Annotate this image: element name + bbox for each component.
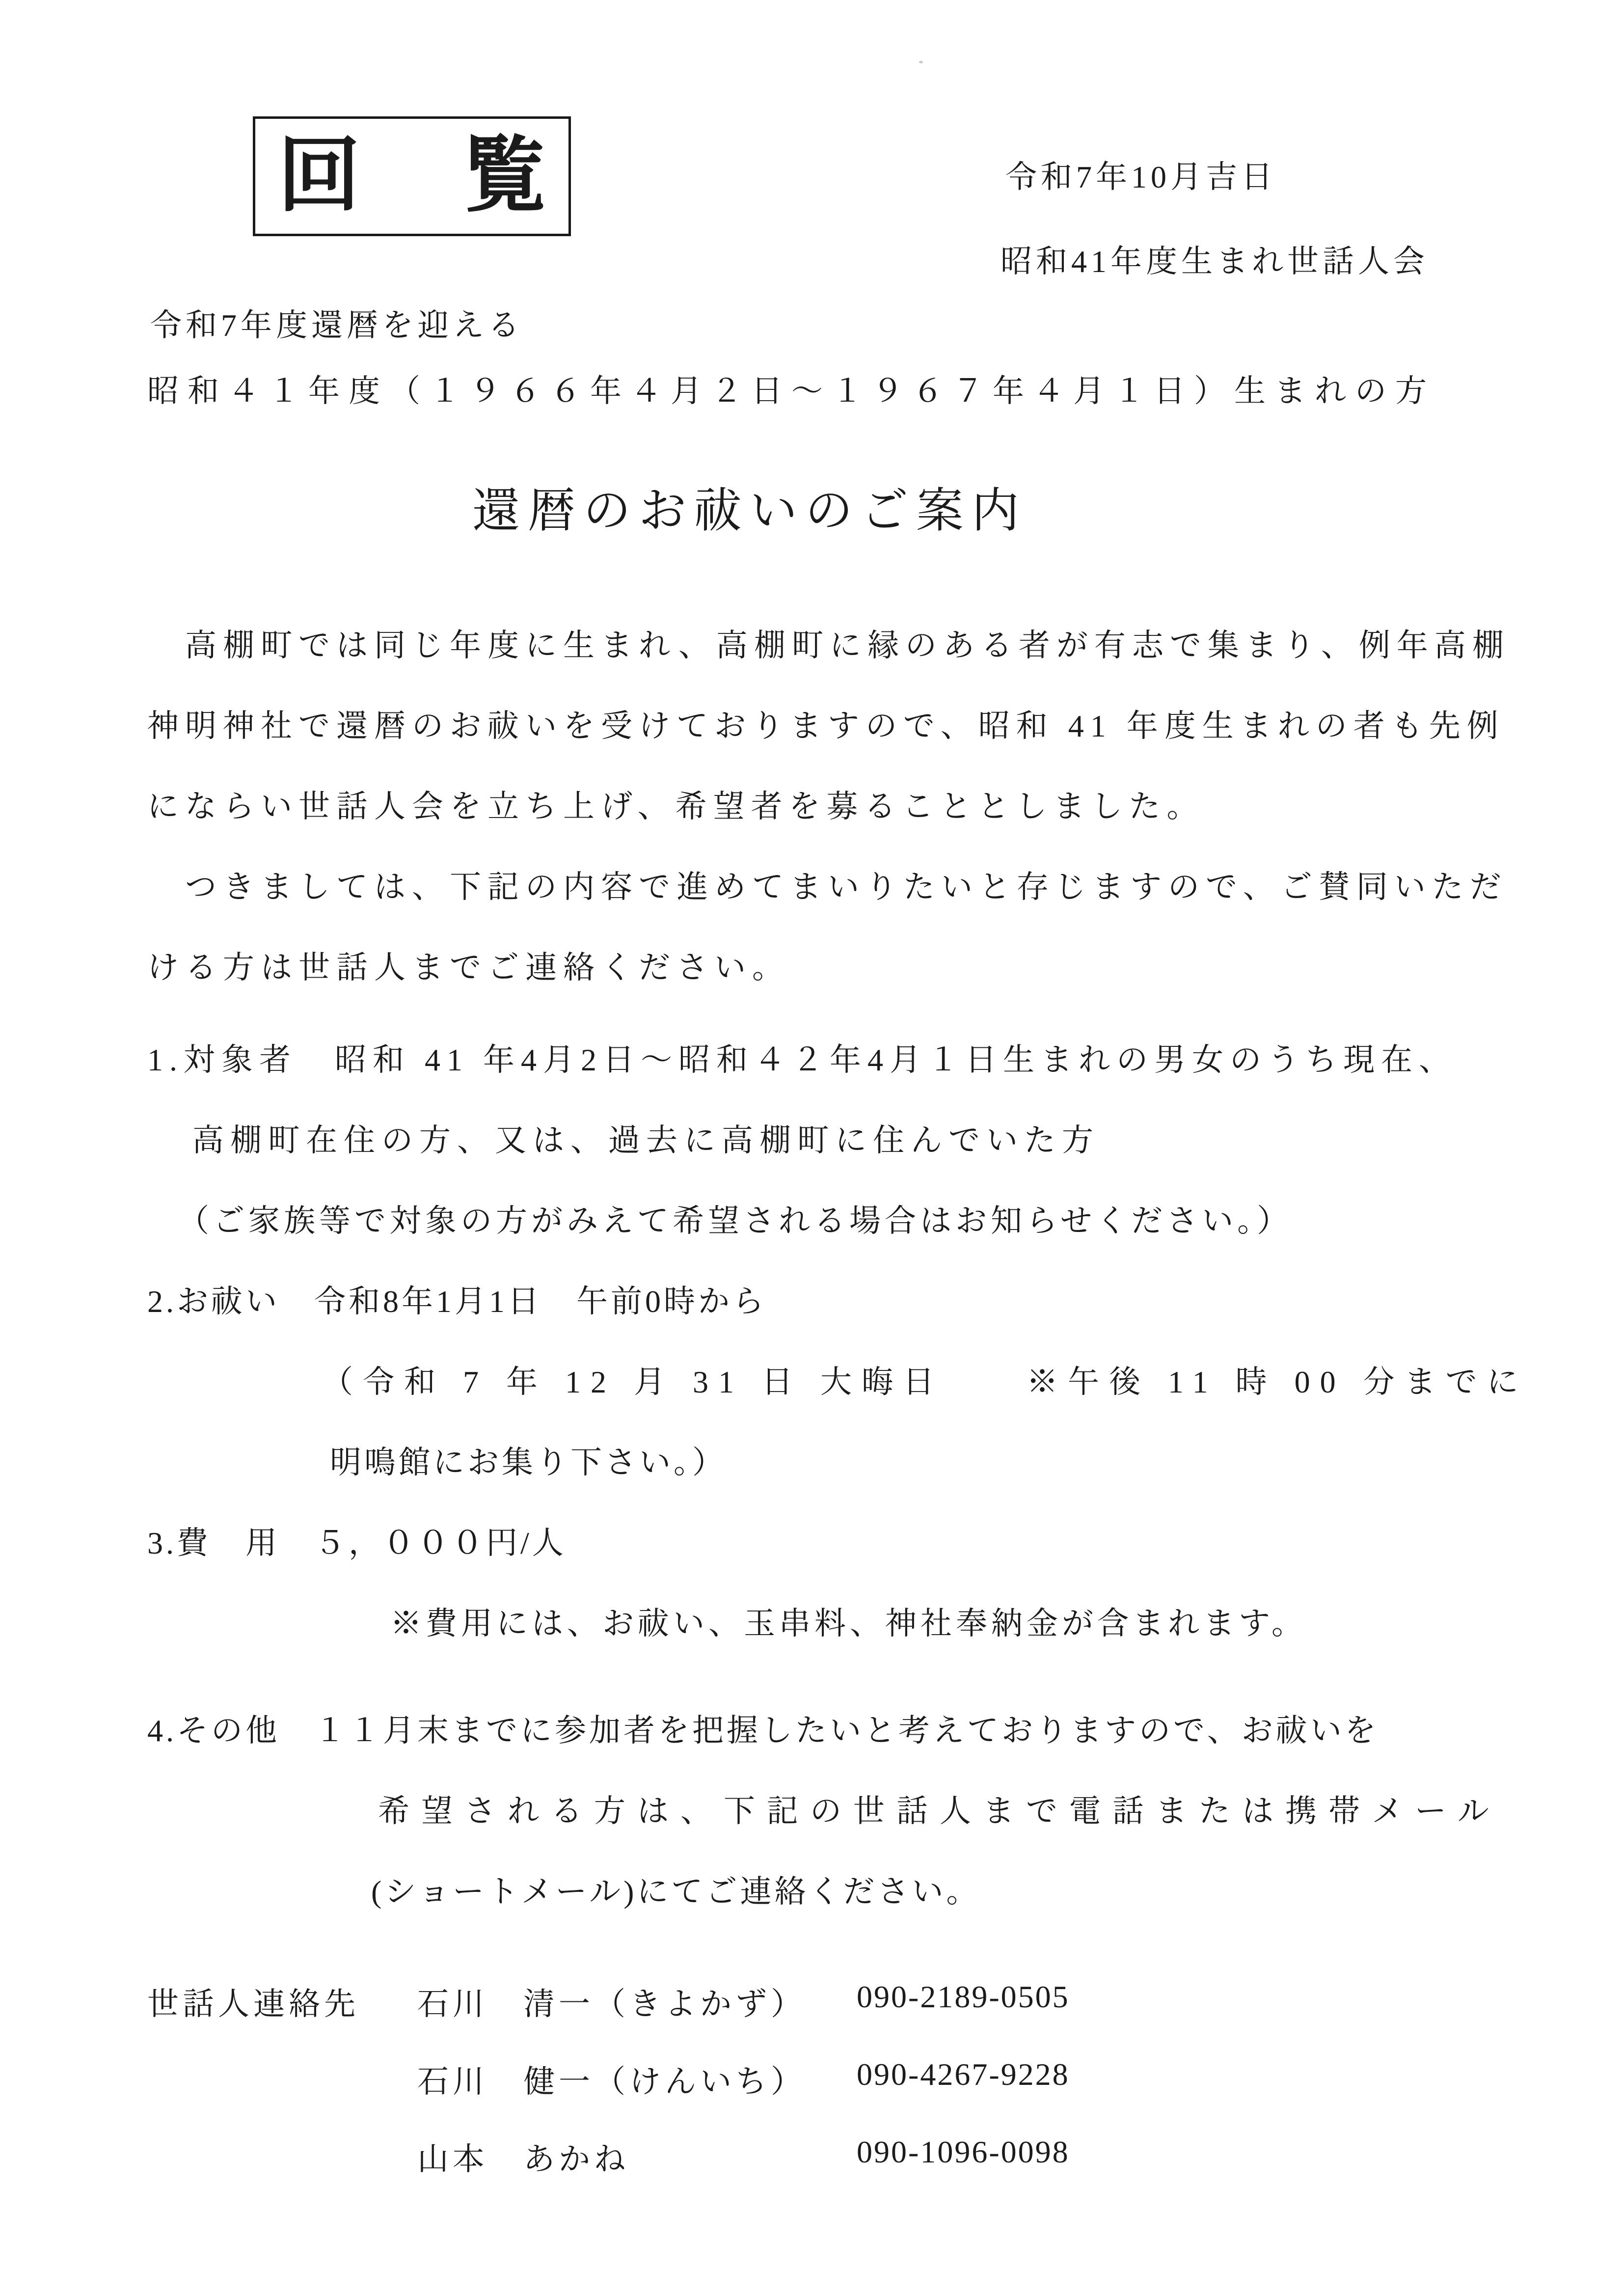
contact-label-spacer: [147, 2056, 417, 2102]
item2-line2: （令和 7 年 12 月 31 日 大晦日 ※午後 11 時 00 分までに: [322, 1365, 1528, 1399]
contact-label-spacer: [147, 2134, 417, 2179]
issuer-organization: 昭和41年度生まれ世話人会: [1001, 244, 1429, 279]
stamp-char-ran: 覧: [463, 131, 546, 222]
item1-line2: 高棚町在住の方、又は、過去に高棚町に住んでいた方: [192, 1123, 1100, 1158]
item3-line2: ※費用には、お祓い、玉串料、神社奉納金が含まれます。: [390, 1606, 1307, 1641]
item4-line3: (ショートメール)にてご連絡ください。: [371, 1874, 981, 1909]
stamp-char-kai: 回: [278, 131, 360, 222]
para2-line1: つきましては、下記の内容で進めてまいりたいと存じますので、ご賛同いただ: [147, 870, 1508, 904]
scan-artifact-dot: [919, 61, 923, 63]
intro-line-2: 昭和４１年度（１９６６年４月２日～１９６７年４月１日）生まれの方: [147, 374, 1435, 409]
item4-line2: 希望される方は、下記の世話人まで電話または携帯メール: [378, 1794, 1501, 1829]
para2-line2: ける方は世話人までご連絡ください。: [147, 950, 790, 985]
item4-line1: 4.その他 １１月末までに参加者を把握したいと考えておりますので、お祓いを: [147, 1713, 1379, 1748]
intro-line-1: 令和7年度還暦を迎える: [150, 308, 523, 343]
item3-line1: 3.費 用 ５，０００円/人: [147, 1526, 567, 1560]
item1-line3: （ご家族等で対象の方がみえて希望される場合はお知らせください。）: [178, 1203, 1293, 1238]
kairan-stamp: [253, 116, 571, 236]
item2-line3: 明鳴館にお集り下さい。）: [330, 1445, 727, 1480]
contact-label: 世話人連絡先: [147, 1987, 359, 2022]
contact-phone: 090-2189-0505: [857, 1979, 1070, 2014]
contact-row: [147, 2056, 1070, 2102]
contact-name: 山本 あかね: [417, 2142, 629, 2177]
para1-line3: にならい世話人会を立ち上げ、希望者を募ることとしました。: [147, 789, 1205, 824]
doc-title: 還暦のお祓いのご案内: [472, 485, 1027, 537]
para1-line1: 高棚町では同じ年度に生まれ、高棚町に縁のある者が有志で集まり、例年高棚: [147, 628, 1510, 663]
item2-line1: 2.お祓い 令和8年1月1日 午前0時から: [147, 1284, 767, 1319]
issue-date: 令和7年10月吉日: [1005, 160, 1276, 194]
item1-line1: 1.対象者 昭和 41 年4月2日～昭和４２年4月１日生まれの男女のうち現在、: [147, 1042, 1457, 1077]
contact-name: 石川 健一（けんいち）: [417, 2064, 806, 2099]
contact-row: [147, 2134, 1070, 2179]
contact-name: 石川 清一（きよかず）: [417, 1987, 806, 2022]
para1-line2: 神明神社で還暦のお祓いを受けておりますので、昭和 41 年度生まれの者も先例: [147, 709, 1505, 743]
contact-phone: 090-1096-0098: [857, 2134, 1070, 2169]
contact-phone: 090-4267-9228: [857, 2057, 1070, 2092]
contact-row: [147, 1979, 1070, 2024]
